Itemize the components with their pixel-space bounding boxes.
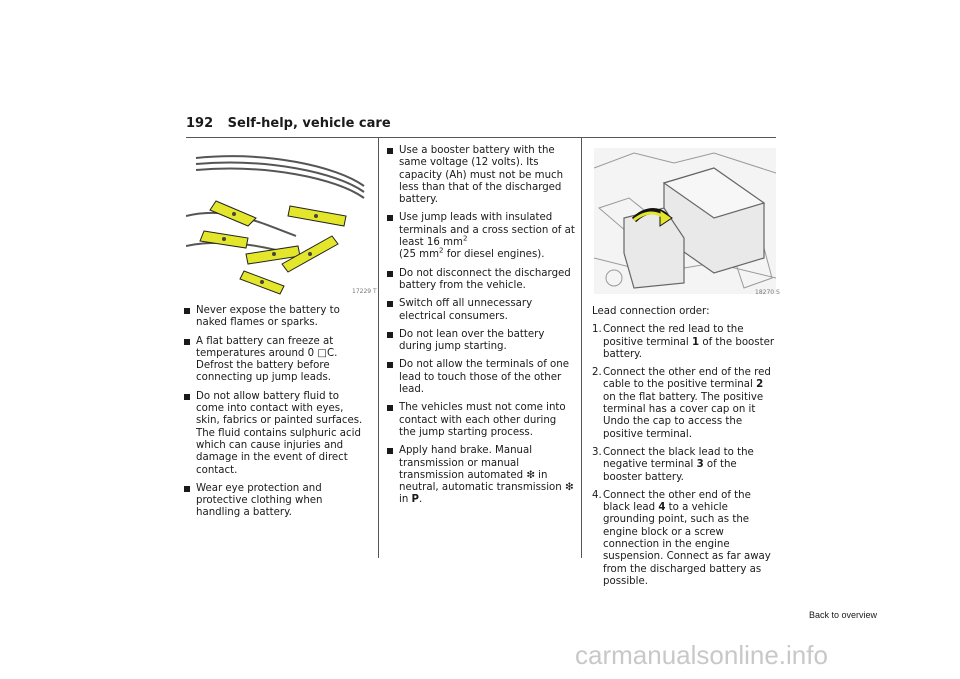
watermark: carmanualsonline.info [575, 640, 828, 670]
gear-symbol-icon: ❇ [526, 469, 535, 481]
list-item: Switch off all unnecessary electrical consumers. [387, 298, 575, 323]
header-rule [186, 137, 776, 138]
list-item: Do not allow battery fluid to come into contact with eyes, skin, fabrics or painted surfaces. The fluid contains sulphuric acid which can cause injuries and damage in the event of direct contact. [184, 391, 369, 477]
back-to-overview-link[interactable]: Back to overview [809, 610, 878, 620]
list-item: A flat battery can freeze at temperatures around 0 □C. Defrost the battery before connecting up jump leads. [184, 336, 369, 385]
column-divider-1 [378, 138, 379, 558]
column-2 [387, 145, 575, 513]
page-header [186, 116, 391, 132]
column-1 [184, 305, 369, 526]
numbered-step: 3. Connect the black lead to the negative terminal 3 of the booster battery. [592, 446, 754, 483]
list-item: Wear eye protection and protective clothing when handling a battery. [184, 483, 369, 520]
column-3 [592, 306, 778, 594]
list-item: The vehicles must not come into contact with each other during the jump starting process. [387, 402, 575, 439]
list-item: Do not allow the terminals of one lead to touch those of the other lead. [387, 359, 575, 396]
engine-bay-figure [594, 148, 776, 294]
list-item: Apply hand brake. Manual transmission or manual transmission automated ❇ in neutral, automatic transmission ❇ in P. [387, 445, 575, 506]
numbered-step: 1. Connect the red lead to the positive terminal 1 of the booster battery. [592, 324, 775, 360]
numbered-step: 2. Connect the other end of the red cable to the positive terminal 2 on the flat battery. The positive terminal has a cover cap on it Undo the cap to access the positive terminal. [592, 367, 771, 440]
list-item: Do not lean over the battery during jump starting. [387, 329, 575, 354]
numbered-step: 4. Connect the other end of the black lead 4 to a vehicle grounding point, such as the engine block or a screw connection in the engine suspension. Connect as far away from the discharged battery as possible. [592, 489, 771, 587]
list-item: Never expose the battery to naked flames or sparks. [184, 305, 369, 330]
column-divider-2 [581, 138, 582, 558]
gear-symbol-icon: ❇ [565, 482, 574, 494]
figure-caption-clamps: 17229 T [352, 288, 377, 295]
page-title: Self-help, vehicle care [227, 116, 391, 131]
list-item: Use a booster battery with the same voltage (12 volts). Its capacity (Ah) must not be much less than that of the discharged battery. [387, 145, 575, 206]
jump-lead-clamps-figure [186, 146, 370, 296]
page-number: 192 [186, 116, 214, 131]
intro-text: Lead connection order: [592, 306, 710, 317]
list-item: Do not disconnect the discharged battery from the vehicle. [387, 268, 575, 293]
list-item: Use jump leads with insulated terminals and a cross section of at least 16 $mm^2$ (25 $mm^2$ for diesel engines). [387, 212, 575, 261]
figure-caption-engine: 18270 S [755, 289, 780, 296]
